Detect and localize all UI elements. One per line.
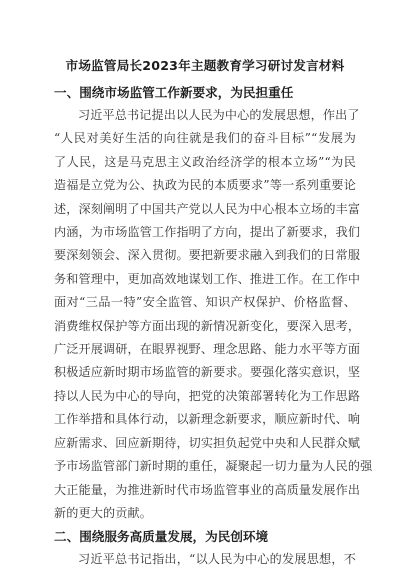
section-heading-1: 一、围绕市场监管工作新要求，为民担重任 xyxy=(54,85,294,100)
paragraph-line: “人民对美好生活的向往就是我们的奋斗目标”“发展为 xyxy=(54,131,356,146)
section-heading-2: 二、围绕服务高质量发展，为民创环境 xyxy=(54,529,269,545)
paragraph-line: 予市场监管部门新时期的重任，凝聚起一切力量为人民的强 xyxy=(54,459,373,474)
paragraph-line: 消费维权保护等方面出现的新情况新变化，要深入思考， xyxy=(54,318,361,333)
section-2-paragraph xyxy=(54,548,356,571)
paragraph-line: 积极适应新时期市场监管的新要求。要强化落实意识，坚 xyxy=(54,365,361,380)
paragraph-line: 大正能量，为推进新时代市场监管事业的高质量发展作出 xyxy=(54,482,361,497)
section-1-paragraph xyxy=(54,104,373,525)
paragraph-line: 内涵，为市场监管工作指明了方向，提出了新要求，我们 xyxy=(54,225,361,240)
paragraph-line: 述，深刻阐明了中国共产党以人民为中心根本立场的丰富 xyxy=(54,201,361,216)
paragraph-line: 广泛开展调研，在眼界视野、理念思路、能力水平等方面 xyxy=(54,342,361,357)
paragraph-line: 应新需求、回应新期待，切实担负起党中央和人民群众赋 xyxy=(54,435,361,450)
paragraph-line: 持以人民为中心的导向，把党的决策部署转化为工作思路 xyxy=(54,388,361,403)
paragraph-line: 习近平总书记指出，“以人民为中心的发展思想，不 xyxy=(78,552,356,567)
paragraph-line: 造福是立党为公、执政为民的本质要求”等一系列重要论 xyxy=(54,178,356,193)
paragraph-line: 了人民，这是马克思主义政治经济学的根本立场”“为民 xyxy=(54,154,356,169)
paragraph-line: 工作举措和具体行动，以新理念新要求，顺应新时代、响 xyxy=(54,412,361,427)
paragraph-line: 习近平总书记提出以人民为中心的发展思想，作出了 xyxy=(78,108,360,122)
paragraph-line: 面对“三品一特”安全监管、知识产权保护、价格监督、 xyxy=(54,295,356,310)
document-title: 市场监管局长2023年主题教育学习研讨发言材料 xyxy=(65,58,345,73)
paragraph-line: 新的更大的贡献。 xyxy=(54,505,152,520)
paragraph-line: 务和管理中，更加高效地谋划工作、推进工作。在工作中 xyxy=(54,271,361,286)
paragraph-line: 要深刻领会、深入贯彻。要把新要求融入到我们的日常服 xyxy=(54,248,361,263)
